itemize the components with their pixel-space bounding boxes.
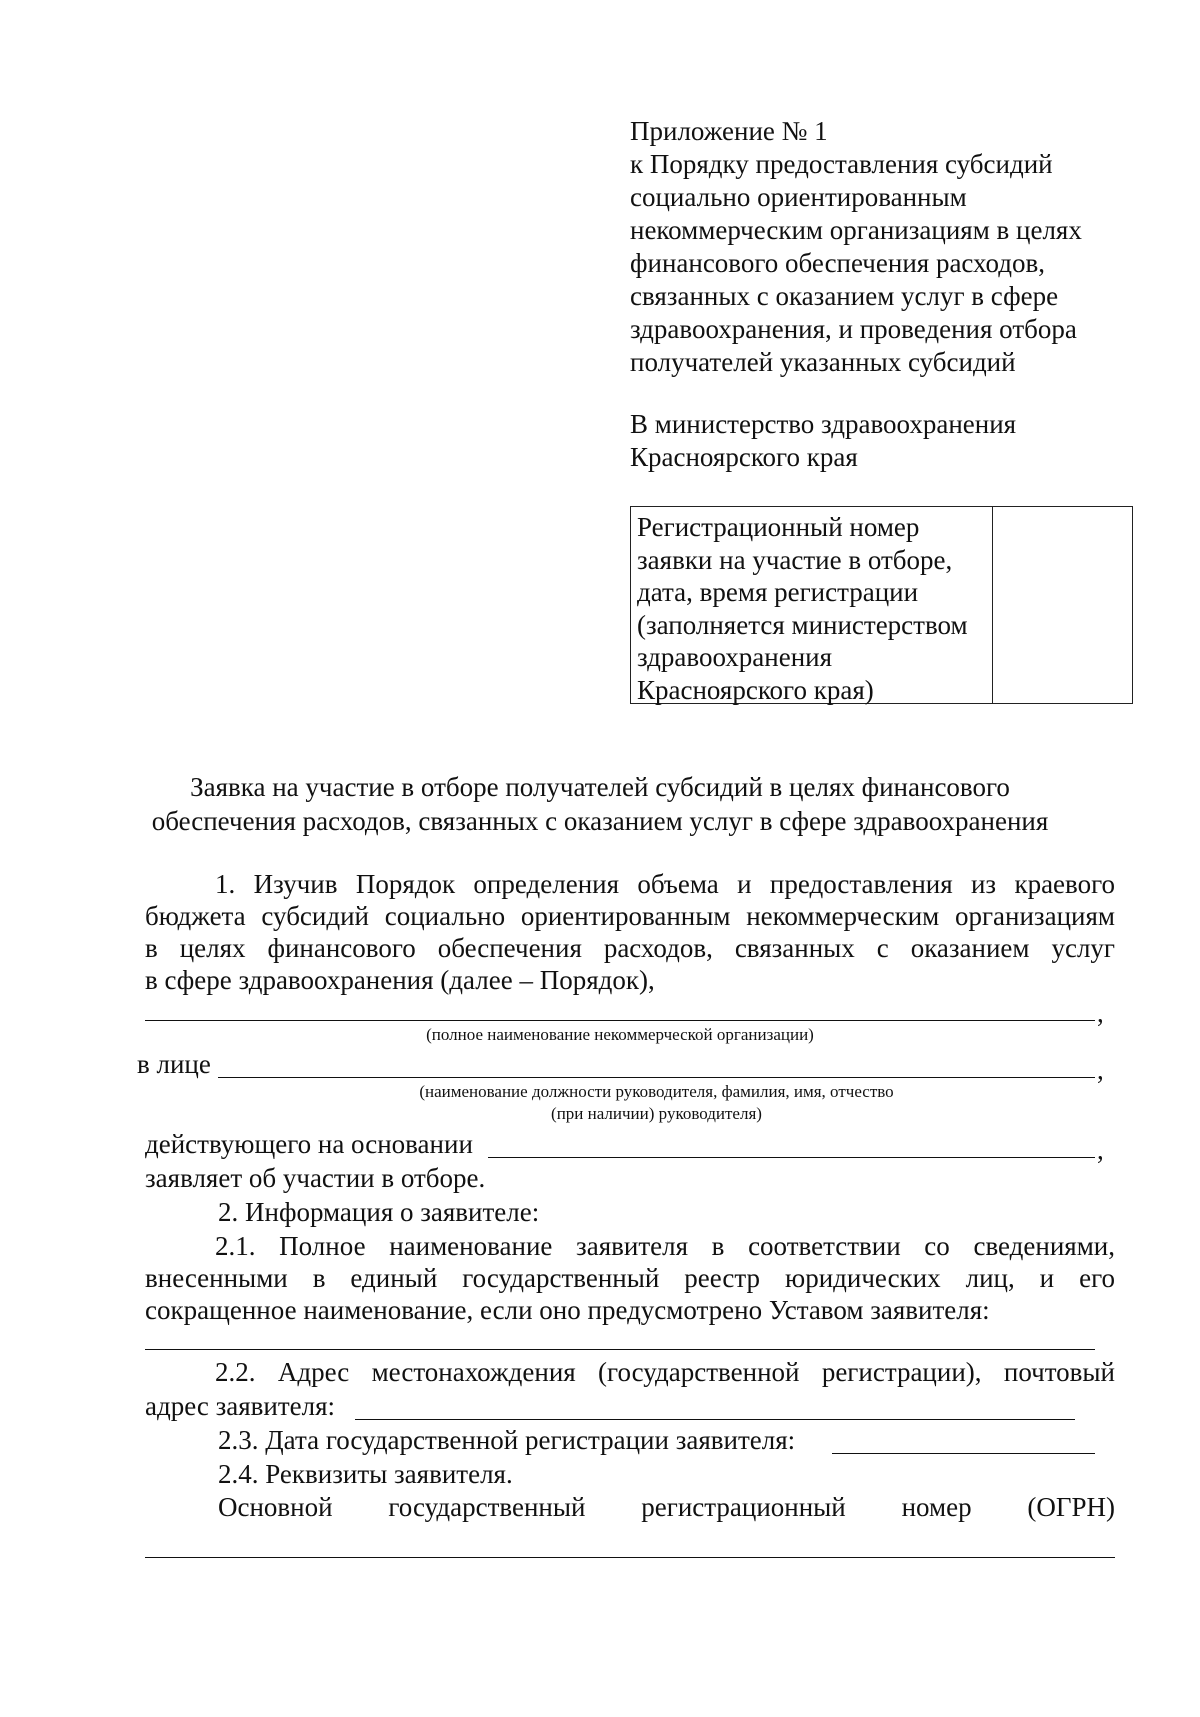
acting-basis-label: действующего на основании <box>145 1129 473 1159</box>
appendix-line: получателей указанных субсидий <box>630 347 1016 377</box>
registration-label-cell <box>631 507 993 703</box>
org-name-caption: (полное наименование некоммерческой организации) <box>426 1025 814 1044</box>
section1-paragraph <box>145 868 1115 996</box>
item21-line: 2.1. Полное наименование заявителя в соответствии со сведениями, <box>215 1231 1115 1261</box>
org-name-field[interactable] <box>145 1020 1095 1021</box>
item21-line: сокращенное наименование, если оно предусмотрено Уставом заявителя: <box>145 1295 990 1325</box>
appendix-line: связанных с оказанием услуг в сфере <box>630 281 1059 311</box>
ogrn-word: номер <box>901 1492 972 1522</box>
registration-line: дата, время регистрации <box>637 577 919 607</box>
head-name-field[interactable] <box>218 1077 1095 1078</box>
title-line-1: Заявка на участие в отборе получателей субсидий в целях финансового <box>190 772 1010 802</box>
ogrn-word: Основной <box>218 1492 333 1522</box>
address-label: адрес заявителя: <box>145 1391 336 1421</box>
item22-line: 2.2. Адрес местонахождения (государственной регистрации), почтовый <box>215 1357 1115 1387</box>
registration-line: здравоохранения <box>637 642 833 672</box>
registration-box <box>630 506 1133 704</box>
appendix-header <box>630 115 1150 379</box>
registration-value-cell[interactable] <box>993 507 1132 703</box>
registration-line: заявки на участие в отборе, <box>637 544 953 575</box>
ogrn-line <box>218 1492 1115 1523</box>
registration-date-field[interactable] <box>832 1453 1095 1454</box>
applicant-name-field[interactable] <box>145 1349 1095 1350</box>
address-field[interactable] <box>355 1419 1075 1420</box>
appendix-line: социально ориентированным <box>630 182 967 212</box>
ogrn-word: (ОГРН) <box>1027 1492 1115 1522</box>
section1-line: 1. Изучив Порядок определения объема и предоставления из краевого <box>215 869 1115 899</box>
section2-heading: 2. Информация о заявителе: <box>218 1197 540 1227</box>
ogrn-field[interactable] <box>145 1557 1115 1558</box>
document-title <box>130 770 1070 838</box>
title-line-2: обеспечения расходов, связанных с оказанием услуг в сфере здравоохранения <box>151 806 1049 836</box>
item21-paragraph <box>145 1230 1115 1326</box>
comma: , <box>1097 998 1104 1028</box>
ogrn-word: регистрационный <box>641 1492 846 1522</box>
registration-date-label: 2.3. Дата государственной регистрации заявителя: <box>218 1425 796 1455</box>
section1-line: бюджета субсидий социально ориентированным некоммерческим организациям <box>145 901 1115 931</box>
appendix-line: некоммерческим организациям в целях <box>630 215 1082 245</box>
appendix-line: здравоохранения, и проведения отбора <box>630 314 1077 344</box>
acting-basis-field[interactable] <box>488 1157 1095 1158</box>
addressee <box>630 408 1150 474</box>
head-caption-2: (при наличии) руководителя) <box>551 1104 762 1123</box>
section1-line: в сфере здравоохранения (далее – Порядок), <box>145 965 655 995</box>
appendix-line: финансового обеспечения расходов, <box>630 248 1045 278</box>
section1-line: в целях финансового обеспечения расходов, связанных с оказанием услуг <box>145 933 1115 963</box>
item22-paragraph <box>145 1356 1115 1388</box>
in-person-label: в лице <box>137 1049 211 1079</box>
addressee-line: Красноярского края <box>630 442 858 472</box>
registration-line: Регистрационный номер <box>637 512 920 542</box>
item21-line: внесенными в единый государственный реестр юридических лиц, и его <box>145 1263 1115 1293</box>
declares-participation: заявляет об участии в отборе. <box>145 1163 486 1193</box>
appendix-line: Приложение № 1 <box>630 116 828 146</box>
ogrn-word: государственный <box>388 1492 586 1522</box>
comma: , <box>1097 1055 1104 1085</box>
head-caption-1: (наименование должности руководителя, фамилия, имя, отчество <box>419 1082 894 1101</box>
comma: , <box>1097 1135 1104 1165</box>
addressee-line: В министерство здравоохранения <box>630 409 1017 439</box>
registration-line: Красноярского края) <box>637 674 874 705</box>
registration-line: (заполняется министерством <box>637 609 968 640</box>
appendix-line: к Порядку предоставления субсидий <box>630 149 1053 179</box>
requisites-label: 2.4. Реквизиты заявителя. <box>218 1459 513 1489</box>
